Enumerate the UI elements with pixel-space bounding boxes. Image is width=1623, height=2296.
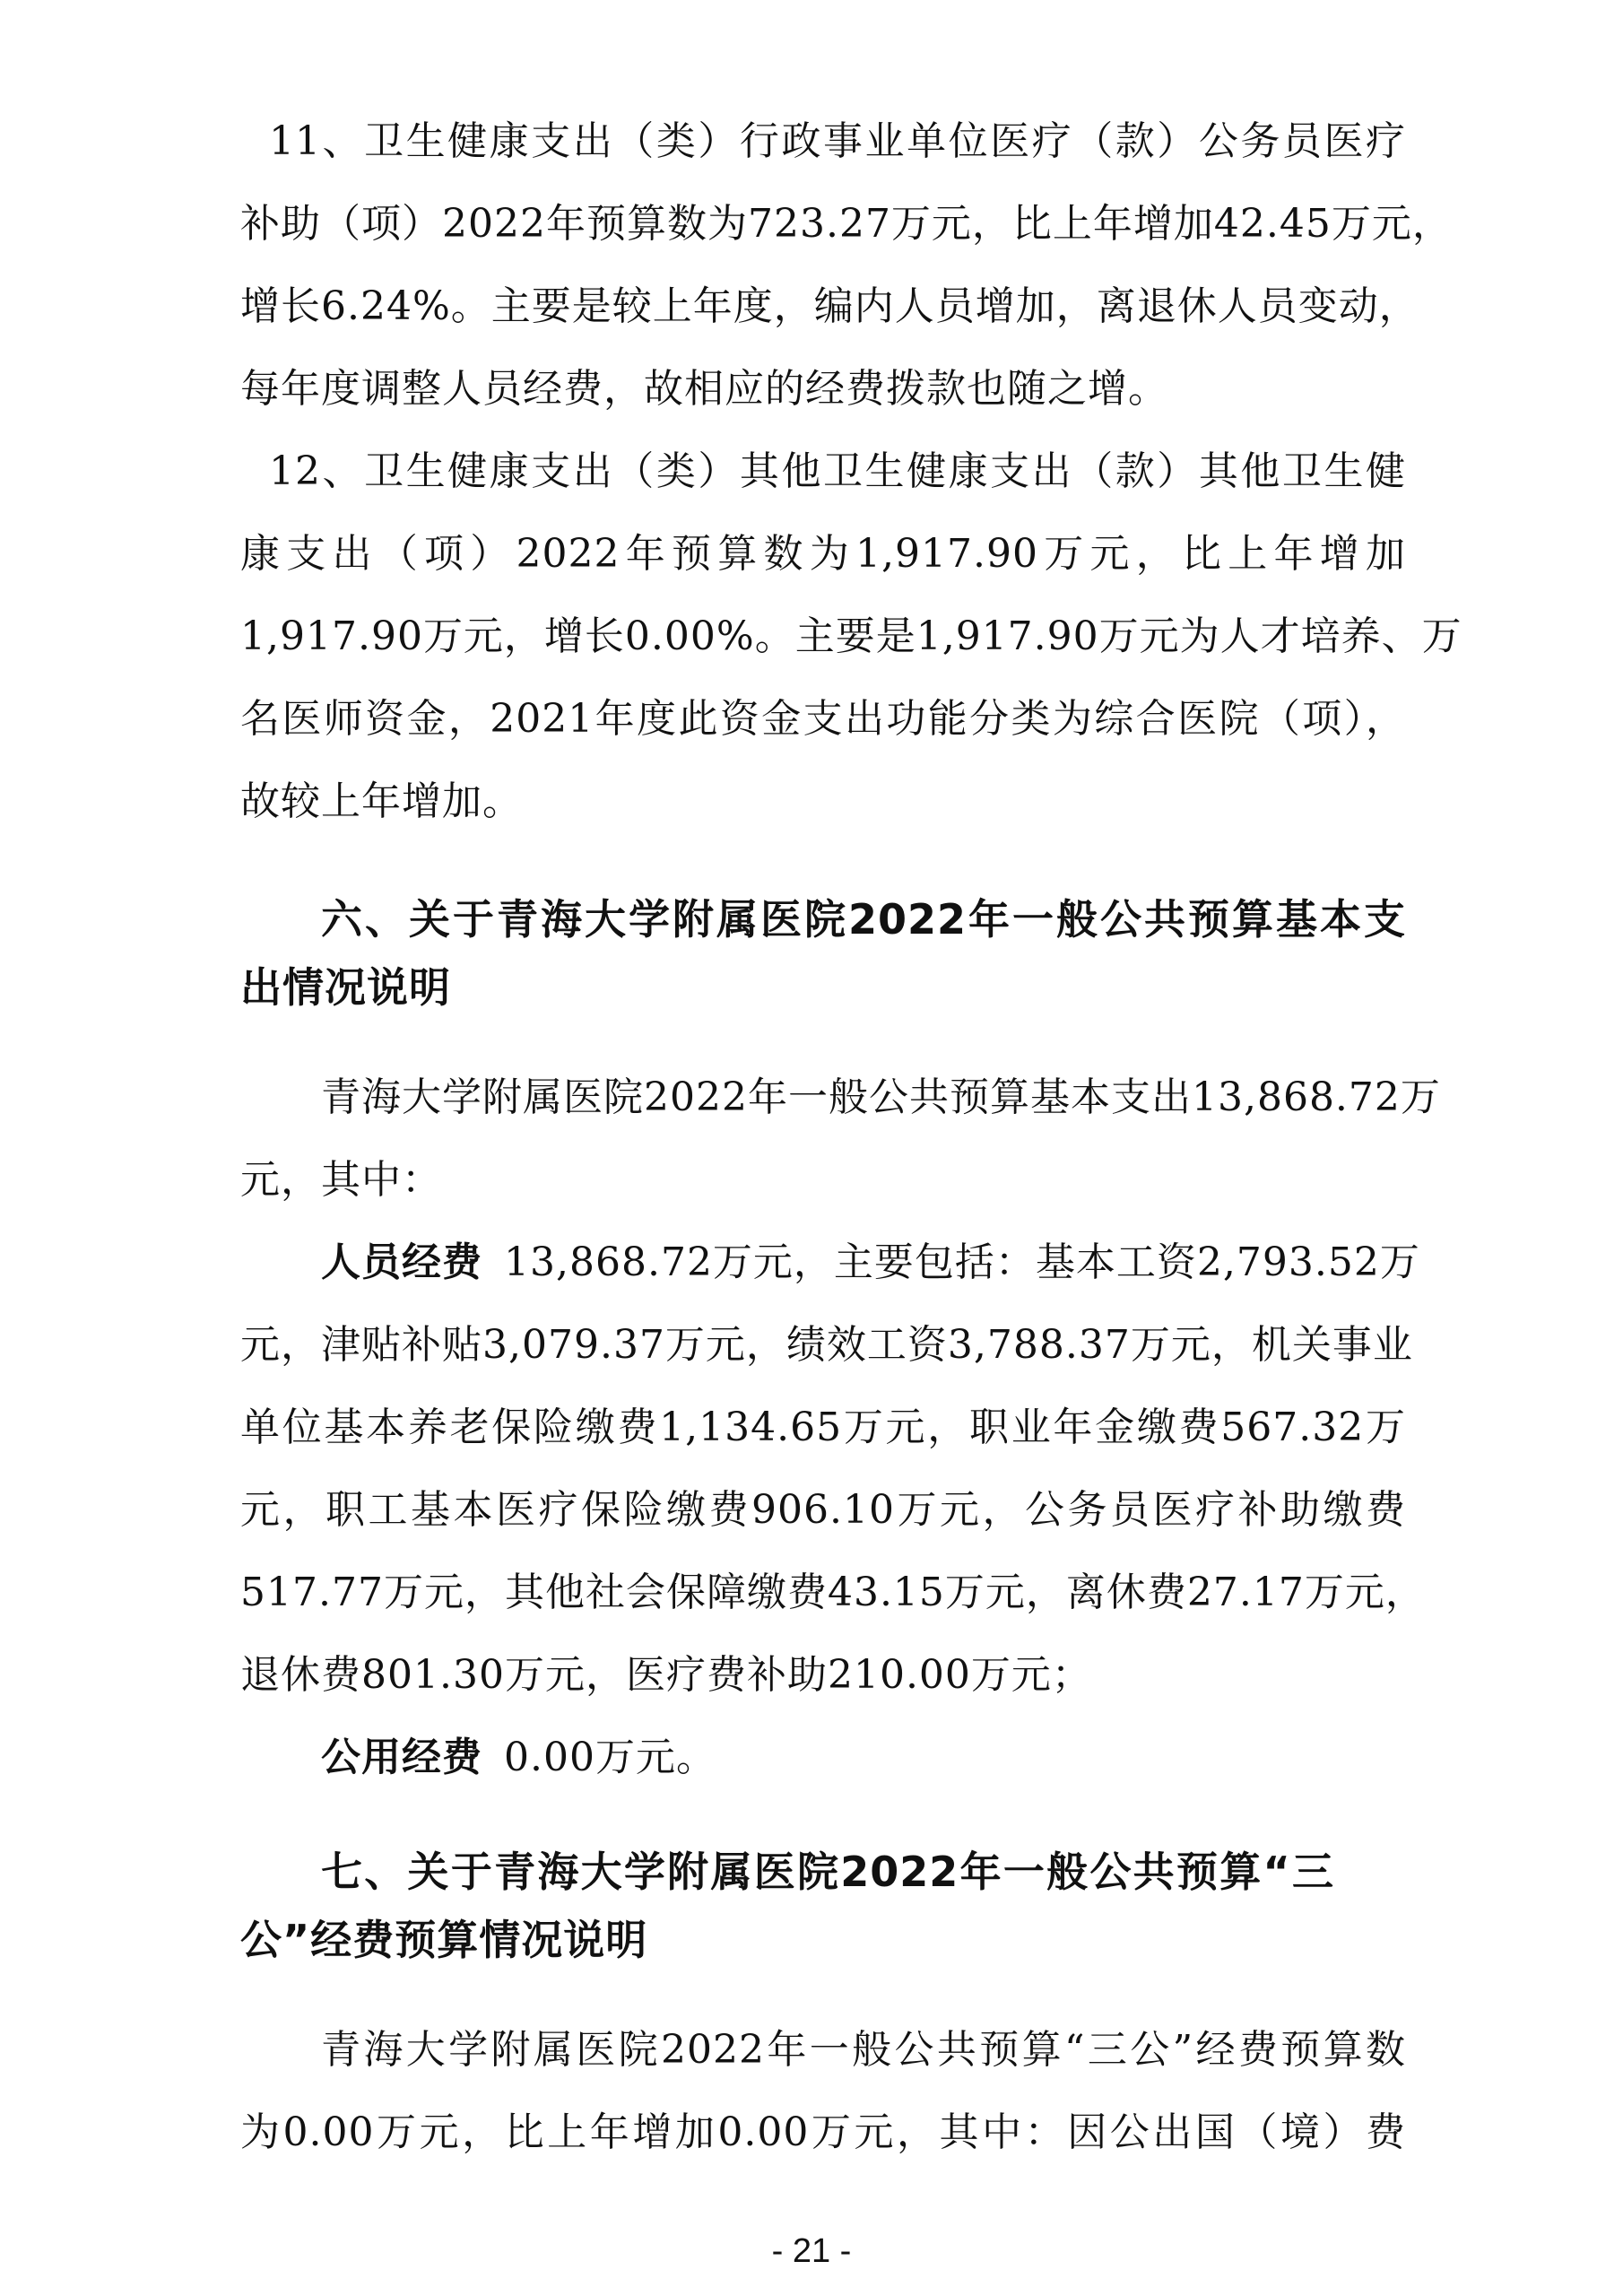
text-line: 故较上年增加。	[240, 778, 523, 824]
text-line: 青海大学附属医院2022年一般公共预算“三公”经费预算数	[321, 2027, 1406, 2073]
text-line: 1,917.90万元，增长0.00%。主要是1,917.90万元为人才培养、万	[240, 613, 1462, 659]
text-line	[321, 1731, 716, 1785]
text-line: 每年度调整人员经费，故相应的经费拨款也随之增。	[240, 366, 1168, 412]
heading-line: 六、关于青海大学附属医院2022年一般公共预算基本支	[321, 895, 1406, 944]
heading-line: 出情况说明	[240, 963, 451, 1012]
text-line: 名医师资金，2021年度此资金支出功能分类为综合医院（项），	[240, 696, 1406, 742]
heading-line: 公”经费预算情况说明	[240, 1916, 648, 1964]
text-line: 元，津贴补贴3,079.37万元，绩效工资3,788.37万元，机关事业	[240, 1322, 1413, 1368]
public-expenses-text: 0.00万元。	[504, 1735, 716, 1780]
text-line: 增长6.24%。主要是较上年度，编内人员增加，离退休人员变动，	[240, 283, 1419, 329]
text-line: 元，其中：	[240, 1157, 442, 1203]
text-line: 元，职工基本医疗保险缴费906.10万元，公务员医疗补助缴费	[240, 1487, 1406, 1533]
text-line: 单位基本养老保险缴费1,134.65万元，职业年金缴费567.32万	[240, 1405, 1406, 1450]
text-line: 12、卫生健康支出（类）其他卫生健康支出（款）其他卫生健	[269, 448, 1406, 494]
text-line: 青海大学附属医院2022年一般公共预算基本支出13,868.72万	[321, 1074, 1441, 1120]
text-line: 退休费801.30万元，医疗费补助210.00万元；	[240, 1652, 1092, 1698]
page-number: - 21 -	[771, 2232, 852, 2270]
personnel-expenses-label: 人员经费	[321, 1239, 482, 1285]
text-line: 11、卫生健康支出（类）行政事业单位医疗（款）公务员医疗	[269, 118, 1406, 164]
text-line: 康支出（项）2022年预算数为1,917.90万元，比上年增加	[240, 531, 1406, 577]
text-line: 为0.00万元，比上年增加0.00万元，其中：因公出国（境）费	[240, 2109, 1406, 2155]
public-expenses-label: 公用经费	[321, 1735, 482, 1780]
text-line: 517.77万元，其他社会保障缴费43.15万元，离休费27.17万元，	[240, 1570, 1426, 1615]
heading-line: 七、关于青海大学附属医院2022年一般公共预算“三	[321, 1848, 1334, 1896]
text-line	[321, 1236, 1420, 1290]
text-line: 补助（项）2022年预算数为723.27万元，比上年增加42.45万元，	[240, 201, 1453, 247]
personnel-expenses-text: 13,868.72万元，主要包括：基本工资2,793.52万	[504, 1239, 1420, 1285]
